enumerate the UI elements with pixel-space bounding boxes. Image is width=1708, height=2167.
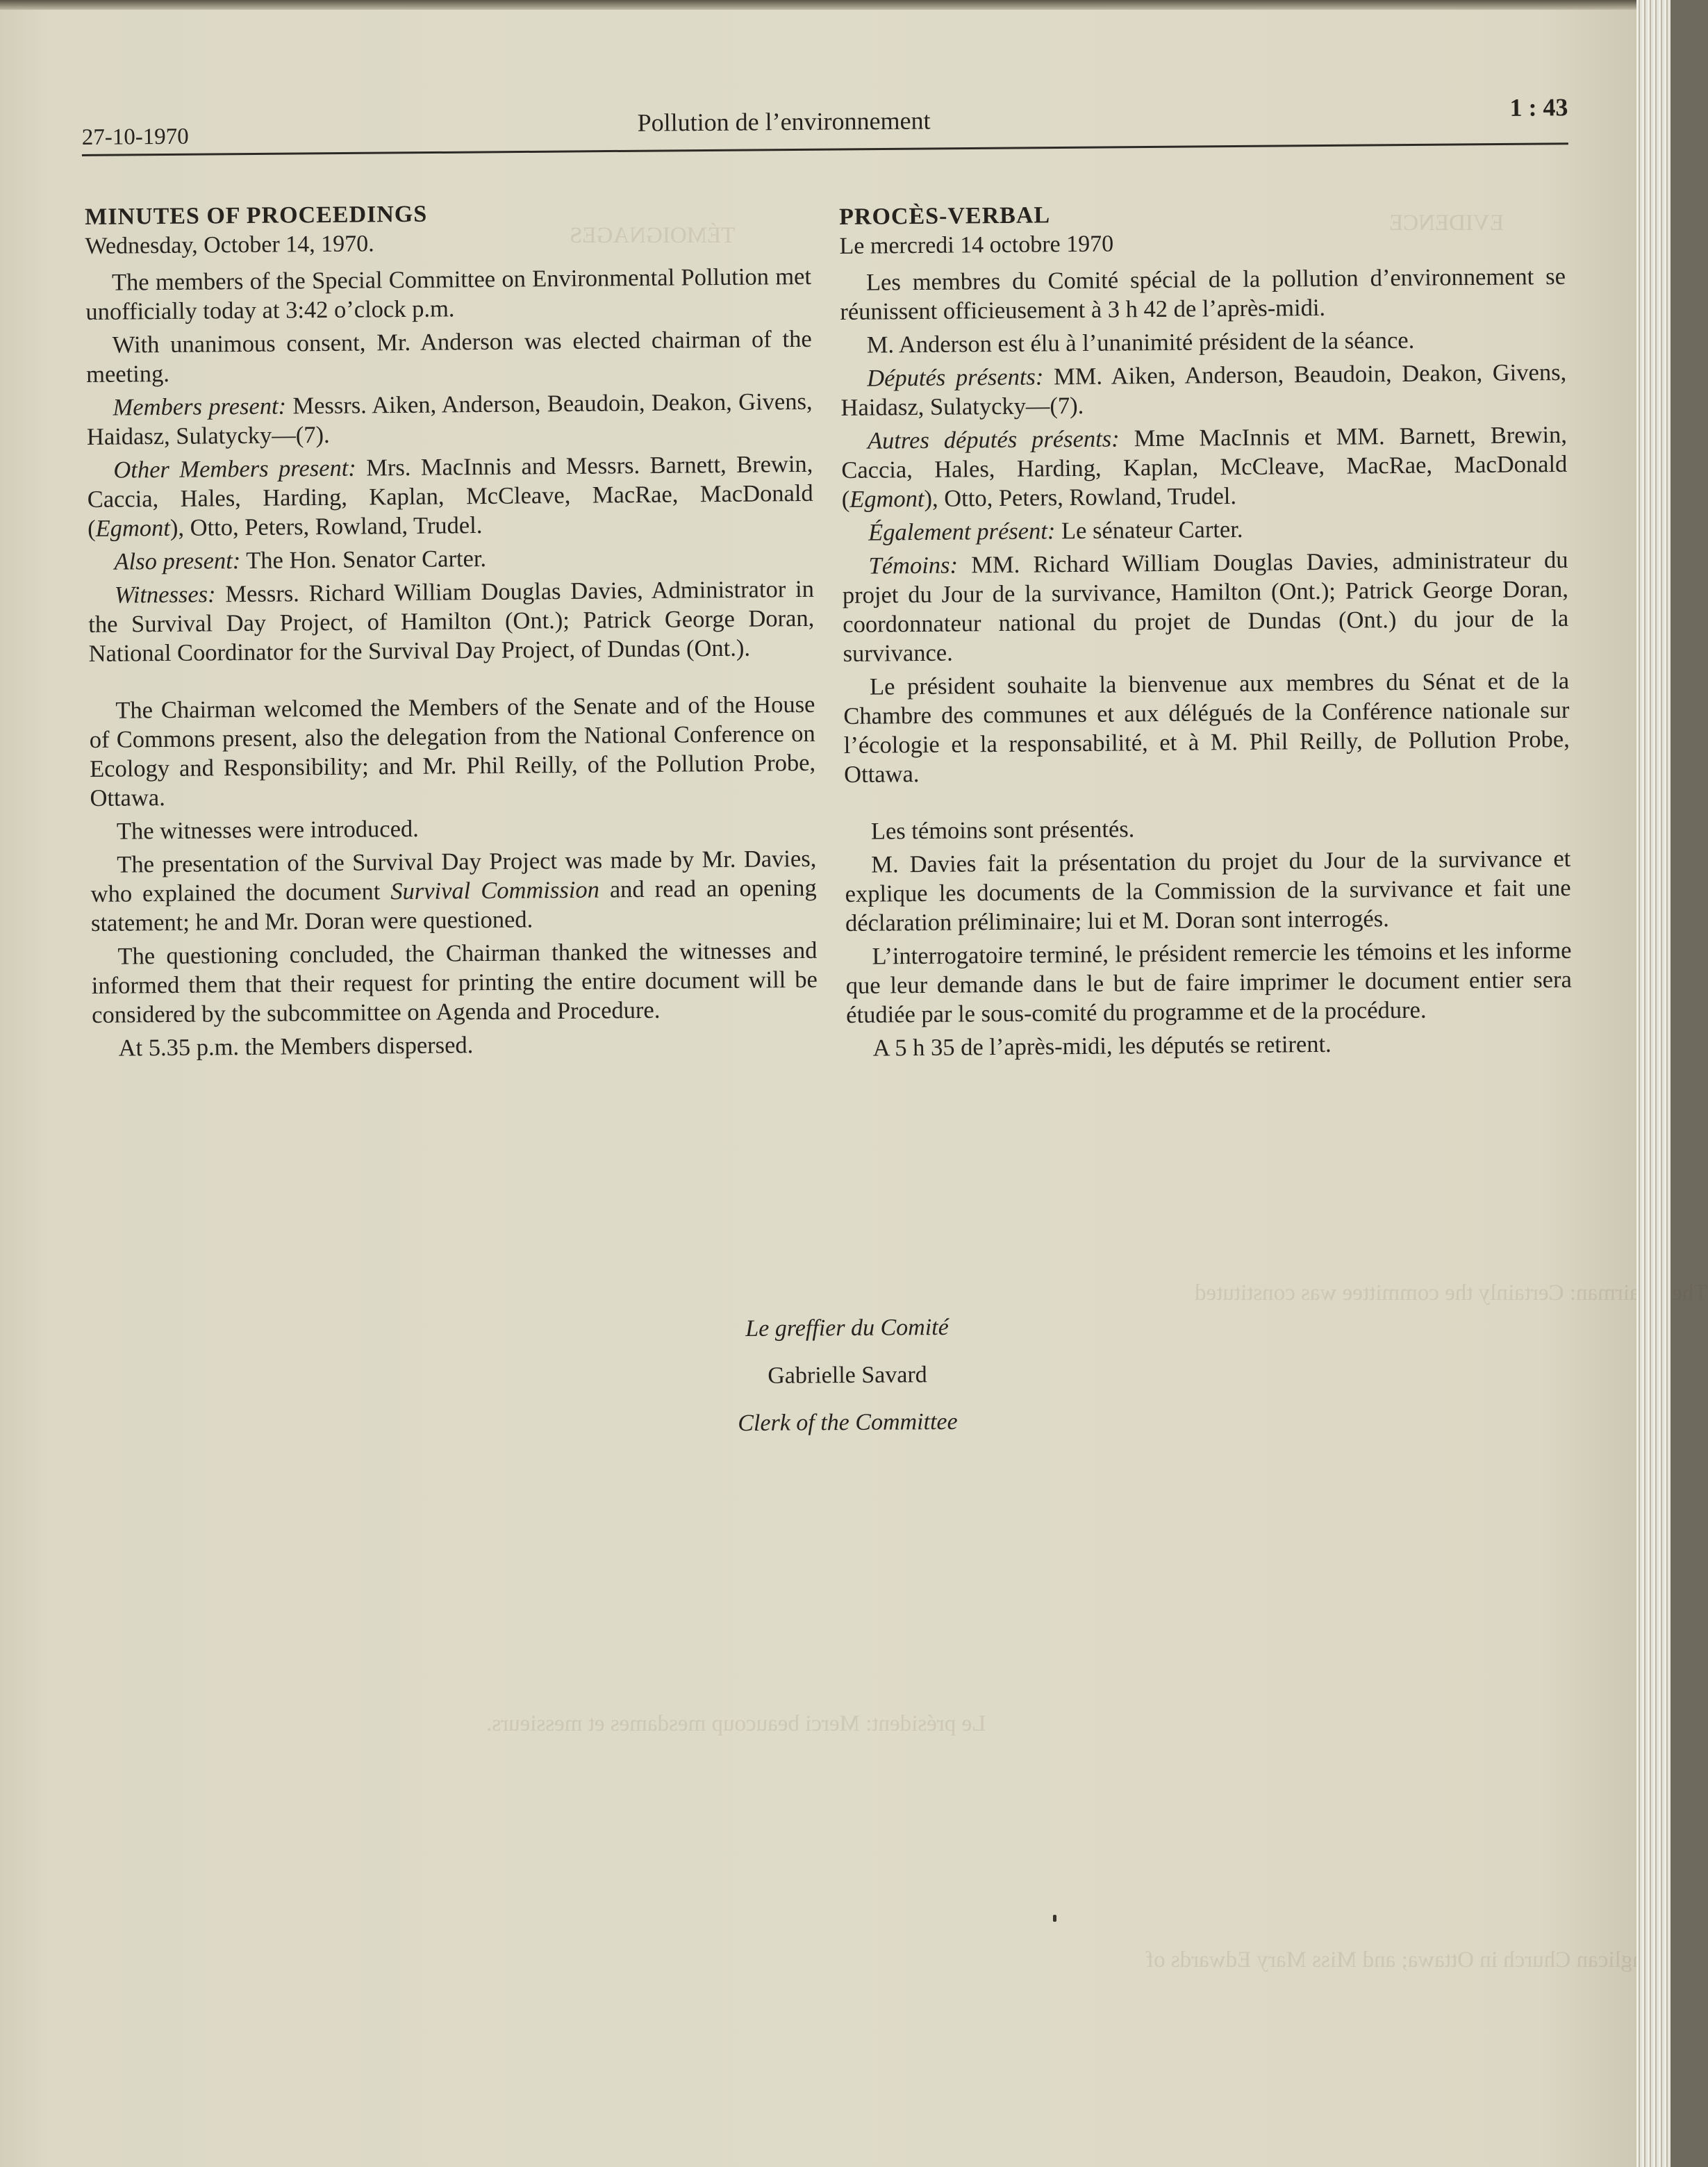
paragraph-meeting-opened-fr: Les membres du Comité spécial de la pollution d’environnement se réunissent officieusement à 3 h 42 de l’après-midi.: [840, 263, 1566, 325]
witnesses-label: Witnesses:: [114, 581, 216, 609]
presentation-text: The presentation of the Survival Day Project was made by Mr. Davies, who explained the document: [90, 845, 817, 907]
riding-name-fr: Egmont: [849, 485, 925, 513]
header-rule: [82, 142, 1568, 156]
clerk-title-en: Clerk of the Committee: [738, 1408, 958, 1437]
bleed-through-texture: EVIDENCE: [1389, 211, 1504, 236]
clerk-signature-block: [416, 1302, 1278, 1450]
also-present-label: Also present:: [114, 547, 241, 575]
paragraph-welcome: The Chairman welcomed the Members of the Senate and of the House of Commons present, also the delegation from the National Conference on Ecology and Responsibility; and Mr. Phil Reilly, of the Pollution Probe, Ottawa.: [89, 691, 816, 811]
clerk-name: Gabrielle Savard: [768, 1362, 927, 1389]
other-members-list-end: ), Otto, Peters, Rowland, Trudel.: [169, 512, 483, 541]
bleed-through-texture: Le président: Merci beaucoup mesdames et messieurs.: [486, 1711, 986, 1736]
running-head: [81, 92, 1568, 160]
paragraph-questioning-concluded: The questioning concluded, the Chairman thanked the witnesses and informed them that their request for printing the entire document will be considered by the subcommittee on Agenda and Procedure.: [91, 937, 818, 1028]
other-members-label: Other Members present:: [113, 454, 356, 484]
paragraph-chairman-elected-fr: M. Anderson est élu à l’unanimité président de la séance.: [866, 327, 1415, 359]
french-column: [839, 197, 1573, 1067]
riding-name: Egmont: [95, 514, 171, 542]
witnesses-text-fr: MM. Richard William Douglas Davies, administrateur du projet du Jour de la survivance, Hamilton (Ont.); Patrick George Doran, coordonnateur national du projet de Dundas (Ont.) du jour de la survivance.: [842, 546, 1569, 667]
paragraph-presentation: [90, 844, 817, 938]
paragraph-adjournment: At 5.35 p.m. the Members dispersed.: [118, 1032, 474, 1062]
paragraph-members-present-fr: [840, 358, 1567, 422]
paragraph-meeting-opened: The members of the Special Committee on Environmental Pollution met unofficially today at 3:42 o’clock p.m.: [85, 263, 812, 325]
minutes-heading: MINUTES OF PROCEEDINGS: [85, 201, 428, 230]
clerk-title-fr: Le greffier du Comité: [745, 1314, 949, 1342]
paragraph-witnesses-introduced-fr: Les témoins sont présentés.: [870, 816, 1135, 845]
also-present-text-fr: Le sénateur Carter.: [1055, 516, 1243, 545]
other-members-list: Mrs. MacInnis and Messrs. Barnett, Brewin, Caccia, Hales, Harding, Kaplan, McCleave, MacRae, MacDonald (: [87, 450, 813, 542]
paragraph-also-present: [88, 541, 813, 577]
paragraph-witnesses-fr: [842, 545, 1568, 668]
other-members-list-fr: Mme MacInnis et MM. Barnett, Brewin, Caccia, Hales, Harding, Kaplan, McCleave, MacRae, MacDonald (: [841, 421, 1568, 513]
paragraph-questioning-concluded-fr: L’interrogatoire terminé, le président remercie les témoins et les informe que leur demande dans le but de faire imprimer le document entier sera étudiée par le sous-comité du programme et de la procédure.: [845, 937, 1572, 1028]
meeting-date-fr: Le mercredi 14 octobre 1970: [839, 231, 1114, 259]
paragraph-witnesses-introduced: The witnesses were introduced.: [116, 815, 419, 845]
ink-speck: [1053, 1915, 1056, 1922]
bleed-through-texture: The Chairman: Certainly the committee was constituted: [1195, 1280, 1708, 1305]
other-members-list-end-fr: ), Otto, Peters, Rowland, Trudel.: [924, 483, 1237, 512]
paragraph-other-members: [87, 450, 813, 543]
members-present-label: Members present:: [113, 393, 287, 421]
bleed-through-texture: Anglican Church in Ottawa; and Miss Mary Edwards of: [1146, 1947, 1661, 1972]
members-present-list-fr: MM. Aiken, Anderson, Beaudoin, Deakon, Givens, Haidasz, Sulatycky—(7).: [840, 359, 1567, 421]
members-present-label-fr: Députés présents:: [867, 363, 1044, 392]
paragraph-presentation-fr: M. Davies fait la présentation du projet du Jour de la survivance et explique les documents de la Commission de la survivance et fait une déclaration préliminaire; lui et M. Doran sont interrogés.: [845, 845, 1571, 937]
header-date: 27-10-1970: [81, 124, 189, 151]
presentation-text-end: and read an opening statement; he and Mr. Doran were questioned.: [90, 874, 817, 937]
page-number: 1 : 43: [1509, 93, 1568, 122]
paragraph-adjournment-fr: A 5 h 35 de l’après-midi, les députés se retirent.: [872, 1030, 1332, 1062]
paragraph-members-present: [86, 387, 813, 452]
witnesses-text: Messrs. Richard William Douglas Davies, Administrator in the Survival Day Project, of Hamilton (Ont.); Patrick George Doran, National Coordinator for the Survival Day Project, of Dundas (Ont.).: [88, 575, 815, 667]
header-title: Pollution de l’environnement: [637, 106, 931, 137]
also-present-label-fr: Également présent:: [868, 518, 1056, 546]
english-column: [85, 197, 818, 1067]
proces-verbal-heading: PROCÈS-VERBAL: [839, 202, 1051, 230]
paragraph-other-members-fr: [841, 420, 1568, 514]
page-top-shadow: [0, 0, 1636, 10]
document-title: Survival Commission: [390, 876, 600, 905]
page-edge-stack: [1636, 0, 1670, 2167]
witnesses-label-fr: Témoins:: [868, 552, 959, 579]
meeting-date: Wednesday, October 14, 1970.: [85, 231, 374, 259]
paragraph-witnesses: [88, 575, 815, 668]
bleed-through-texture: TÉMOIGNAGES: [570, 223, 736, 248]
paragraph-chairman-elected: With unanimous consent, Mr. Anderson was elected chairman of the meeting.: [85, 325, 812, 388]
members-present-list: Messrs. Aiken, Anderson, Beaudoin, Deakon, Givens, Haidasz, Sulatycky—(7).: [86, 388, 813, 450]
paragraph-welcome-fr: Le président souhaite la bienvenue aux membres du Sénat et de la Chambre des communes et aux délégués de la Conférence nationale sur l’écologie et la responsabilité, et à M. Phil Reilly, de Pollution Probe, Ottawa.: [843, 667, 1570, 788]
paragraph-also-present-fr: [842, 512, 1568, 547]
also-present-text: The Hon. Senator Carter.: [240, 545, 487, 575]
other-members-label-fr: Autres députés présents:: [867, 425, 1120, 454]
